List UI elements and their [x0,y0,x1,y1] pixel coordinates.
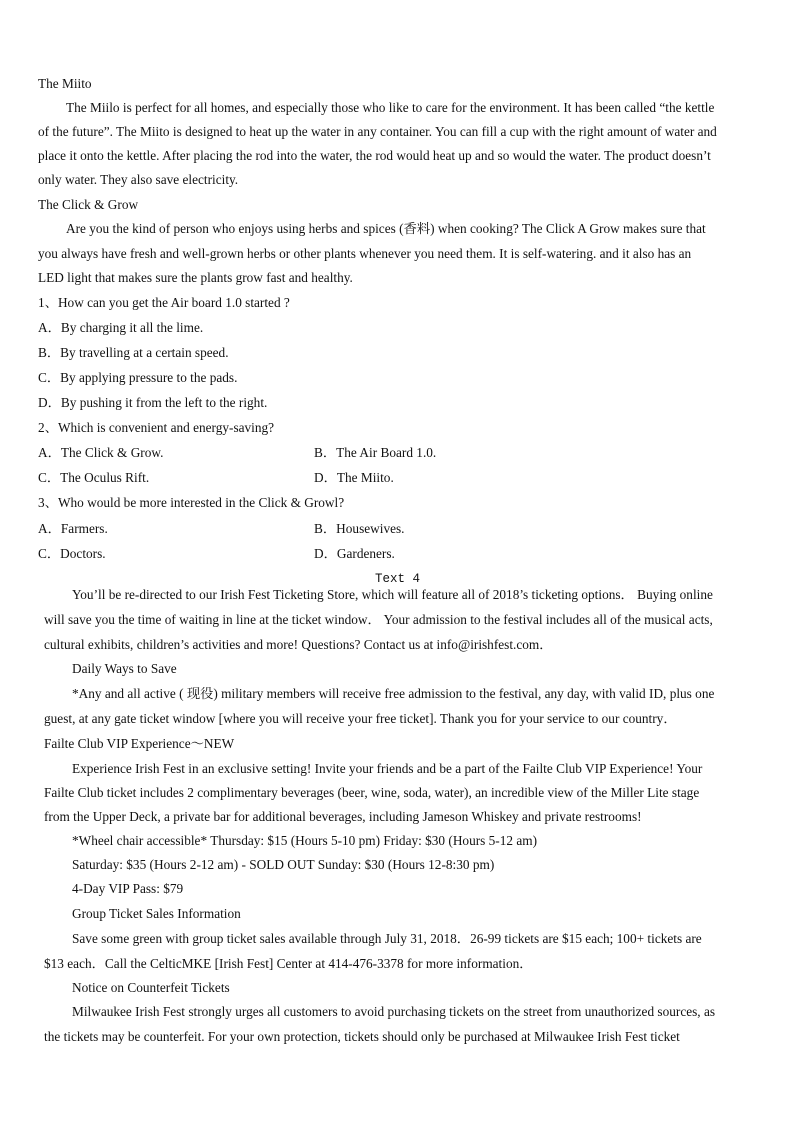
section-heading-miito: The Miito [38,76,92,91]
question-3-option-a: A．Farmers. [38,521,108,536]
paragraph-line: will save you the time of waiting in line at the ticket window． Your admission to the festival includes all of the musical acts, [44,612,713,627]
paragraph-line: $13 each．Call the CelticMKE [Irish Fest] Center at 414-476-3378 for more information． [44,956,533,971]
question-2-option-c: C．The Oculus Rift. [38,470,150,485]
question-1-option-d: D．By pushing it from the left to the right. [38,395,268,410]
daily-ways-heading: Daily Ways to Save [72,661,177,676]
paragraph-line: place it onto the kettle. After placing the rod into the water, the rod would heat up and so would the water. The product doesn’t [38,148,711,163]
question-stem-3: 3、Who would be more interested in the Click & Growl? [38,495,345,510]
paragraph-line: the tickets may be counterfeit. For your own protection, tickets should only be purchased at Milwaukee Irish Fest ticket [44,1029,680,1044]
counterfeit-heading: Notice on Counterfeit Tickets [72,980,230,995]
paragraph-line: Milwaukee Irish Fest strongly urges all customers to avoid purchasing tickets on the street from unauthorized sources, as [72,1004,716,1019]
question-1-option-c: C．By applying pressure to the pads. [38,370,238,385]
question-1-option-b: B．By travelling at a certain speed. [38,345,229,360]
question-3-option-b: B．Housewives. [314,521,405,536]
price-line: 4-Day VIP Pass: $79 [72,881,184,896]
paragraph-line: Are you the kind of person who enjoys using herbs and spices (香料) when cooking? The Click A Grow makes sure that [66,221,706,236]
paragraph-line: You’ll be re-directed to our Irish Fest Ticketing Store, which will feature all of 2018’s ticketing options． Buying online [72,587,713,602]
text4-title: Text 4 [375,572,421,586]
paragraph-line: Experience Irish Fest in an exclusive setting! Invite your friends and be a part of the Failte Club VIP Experience! Your [72,761,703,776]
question-2-option-b: B．The Air Board 1.0. [314,445,437,460]
price-line: Saturday: $35 (Hours 2-12 am) - SOLD OUT Sunday: $30 (Hours 12-8:30 pm) [72,857,495,872]
paragraph-line: you always have fresh and well-grown herbs or other plants whenever you need them. It is self-watering. and it also has an [38,246,692,261]
vip-heading: Failte Club VIP Experience～NEW [44,736,235,751]
question-stem-1: 1、How can you get the Air board 1.0 started ? [38,295,290,310]
paragraph-line: from the Upper Deck, a private bar for additional beverages, including Jameson Whiskey and private restrooms! [44,809,642,824]
paragraph-line: of the future”. The Miito is designed to heat up the water in any container. You can fill a cup with the right amount of water and [38,124,717,139]
paragraph-line: Failte Club ticket includes 2 complimentary beverages (beer, wine, soda, water), an incredible view of the Miller Lite stage [44,785,700,800]
question-3-option-d: D．Gardeners. [314,546,395,561]
question-2-option-a: A．The Click & Grow. [38,445,164,460]
paragraph-line: cultural exhibits, children’s activities and more! Questions? Contact us at info@irishfest.com． [44,637,553,652]
paragraph-line: *Any and all active ( 现役) military members will receive free admission to the festival, any day, with valid ID, plus one [72,686,715,701]
price-line: *Wheel chair accessible* Thursday: $15 (Hours 5-10 pm) Friday: $30 (Hours 5-12 am) [72,833,538,848]
paragraph-line: guest, at any gate ticket window [where you will receive your free ticket]. Thank you for your service to our country． [44,711,677,726]
section-heading-click-grow: The Click & Grow [38,197,139,212]
question-stem-2: 2、Which is convenient and energy-saving? [38,420,275,435]
paragraph-line: Save some green with group ticket sales available through July 31, 2018．26-99 tickets are $15 each; 100+ tickets are [72,931,702,946]
question-1-option-a: A．By charging it all the lime. [38,320,204,335]
question-2-option-d: D．The Miito. [314,470,394,485]
paragraph-line: only water. They also save electricity. [38,172,239,187]
group-sales-heading: Group Ticket Sales Information [72,906,241,921]
paragraph-line: LED light that makes sure the plants grow fast and healthy. [38,270,353,285]
question-3-option-c: C．Doctors. [38,546,106,561]
paragraph-line: The Miilo is perfect for all homes, and especially those who like to care for the environment. It has been called “the kettle [66,100,715,115]
